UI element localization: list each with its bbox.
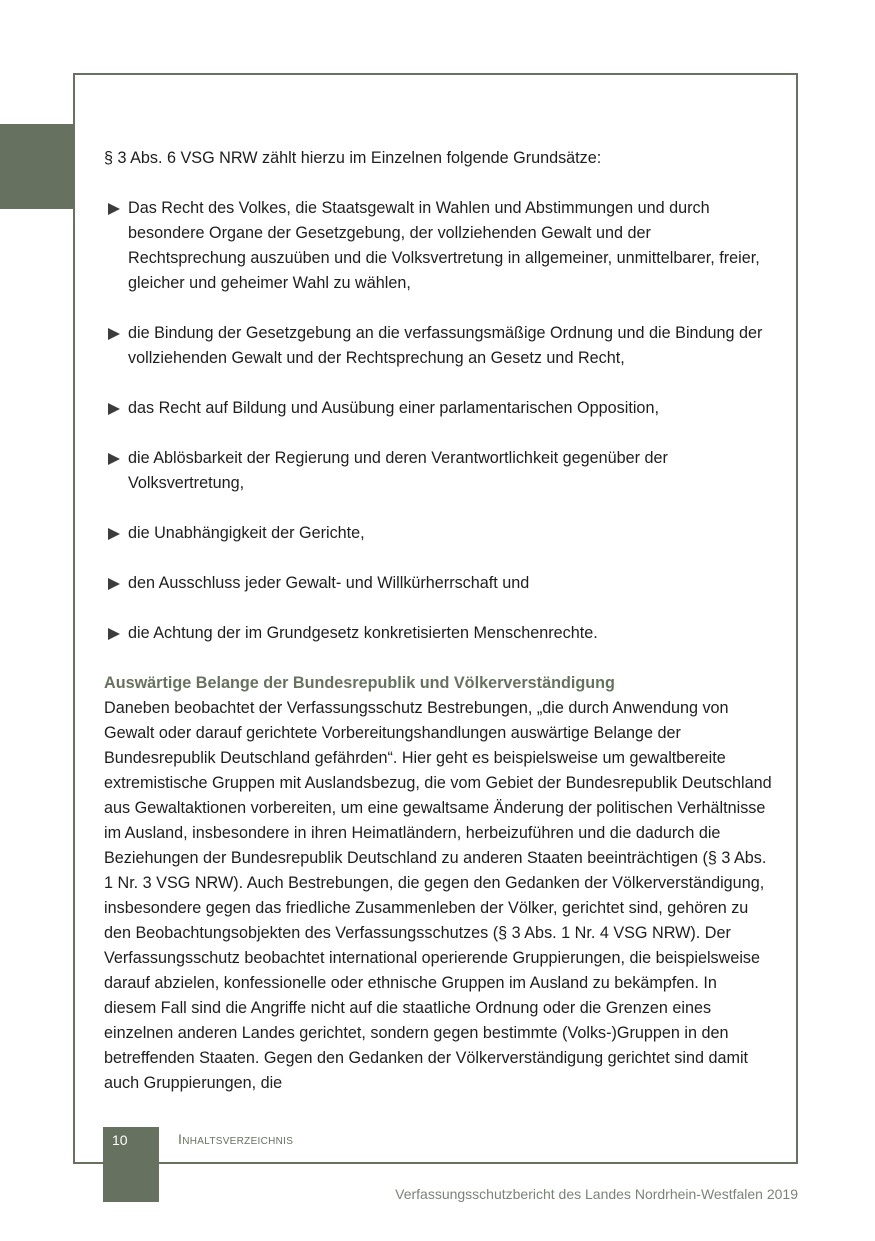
side-tab-marker (0, 124, 74, 209)
list-item-text: Das Recht des Volkes, die Staatsgewalt in Wahlen und Abstimmungen und durch besondere Organe der Gesetzgebung, der vollziehenden Gewalt und der Rechtsprechung auszuüben und die Volksvertretung in allgemeiner, unmittelbarer, freier, gleicher und geheimer Wahl zu wählen, (128, 199, 760, 292)
intro-text: § 3 Abs. 6 VSG NRW zählt hierzu im Einzelnen folgende Grundsätze: (104, 149, 602, 167)
triangle-bullet-icon (108, 578, 120, 590)
list-item (104, 571, 772, 596)
list-item (104, 196, 772, 296)
list-item (104, 446, 772, 496)
triangle-bullet-icon (108, 403, 120, 415)
triangle-bullet-icon (108, 528, 120, 540)
triangle-bullet-icon (108, 203, 120, 215)
list-item (104, 396, 772, 421)
list-item (104, 621, 772, 646)
list-item-text: die Achtung der im Grundgesetz konkretisierten Menschenrechte. (128, 624, 598, 642)
publication-footer: Verfassungsschutzbericht des Landes Nordrhein-Westfalen 2019 (395, 1186, 798, 1202)
principles-list (104, 196, 772, 646)
main-content (104, 146, 772, 1096)
list-item-text: die Unabhängigkeit der Gerichte, (128, 524, 365, 542)
table-of-contents-link[interactable]: Inhaltsverzeichnis (178, 1131, 294, 1147)
page-number: 10 (103, 1127, 159, 1202)
list-item-text: den Ausschluss jeder Gewalt- und Willkürherrschaft und (128, 574, 530, 592)
section-heading: Auswärtige Belange der Bundesrepublik und Völkerverständigung (104, 674, 615, 692)
list-item (104, 321, 772, 371)
list-item-text: das Recht auf Bildung und Ausübung einer parlamentarischen Opposition, (128, 399, 659, 417)
section-body: Daneben beobachtet der Verfassungsschutz Bestrebungen, „die durch Anwendung von Gewalt oder darauf gerichtete Vorbereitungshandlungen auswärtige Belange der Bundesrepublik Deutschland gefährden“. Hier geht es beispielsweise um gewaltbereite extremistische Gruppen mit Auslandsbezug, die vom Gebiet der Bundesrepublik Deutschland aus Gewaltaktionen vorbereiten, um eine gewaltsame Änderung der politischen Verhältnisse im Ausland, insbesondere in ihren Heimatländern, herbeizuführen und die dadurch die Beziehungen der Bundesrepublik Deutschland zu anderen Staaten beeinträchtigen (§ 3 Abs. 1 Nr. 3 VSG NRW). Auch Bestrebungen, die gegen den Gedanken der Völkerverständigung, insbesondere gegen das friedliche Zusammenleben der Völker, gerichtet sind, gehören zu den Beobachtungsobjekten des Verfassungsschutzes (§ 3 Abs. 1 Nr. 4 VSG NRW). Der Verfassungsschutz beobachtet international operierende Gruppierungen, die beispielsweise darauf abzielen, konfessionelle oder ethnische Gruppen im Ausland zu bekämpfen. In diesem Fall sind die Angriffe nicht auf die staatliche Ordnung oder die Grenzen eines einzelnen anderen Landes gerichtet, sondern gegen bestimmte (Volks-)Gruppen in den betreffenden Staaten. Gegen den Gedanken der Völkerverständigung gerichtet sind damit auch Gruppierungen, die (104, 699, 772, 1092)
triangle-bullet-icon (108, 628, 120, 640)
list-item (104, 521, 772, 546)
list-item-text: die Ablösbarkeit der Regierung und deren Verantwortlichkeit gegenüber der Volksvertretung, (128, 449, 668, 492)
triangle-bullet-icon (108, 328, 120, 340)
triangle-bullet-icon (108, 453, 120, 465)
list-item-text: die Bindung der Gesetzgebung an die verfassungsmäßige Ordnung und die Bindung der vollziehenden Gewalt und der Rechtsprechung an Gesetz und Recht, (128, 324, 763, 367)
